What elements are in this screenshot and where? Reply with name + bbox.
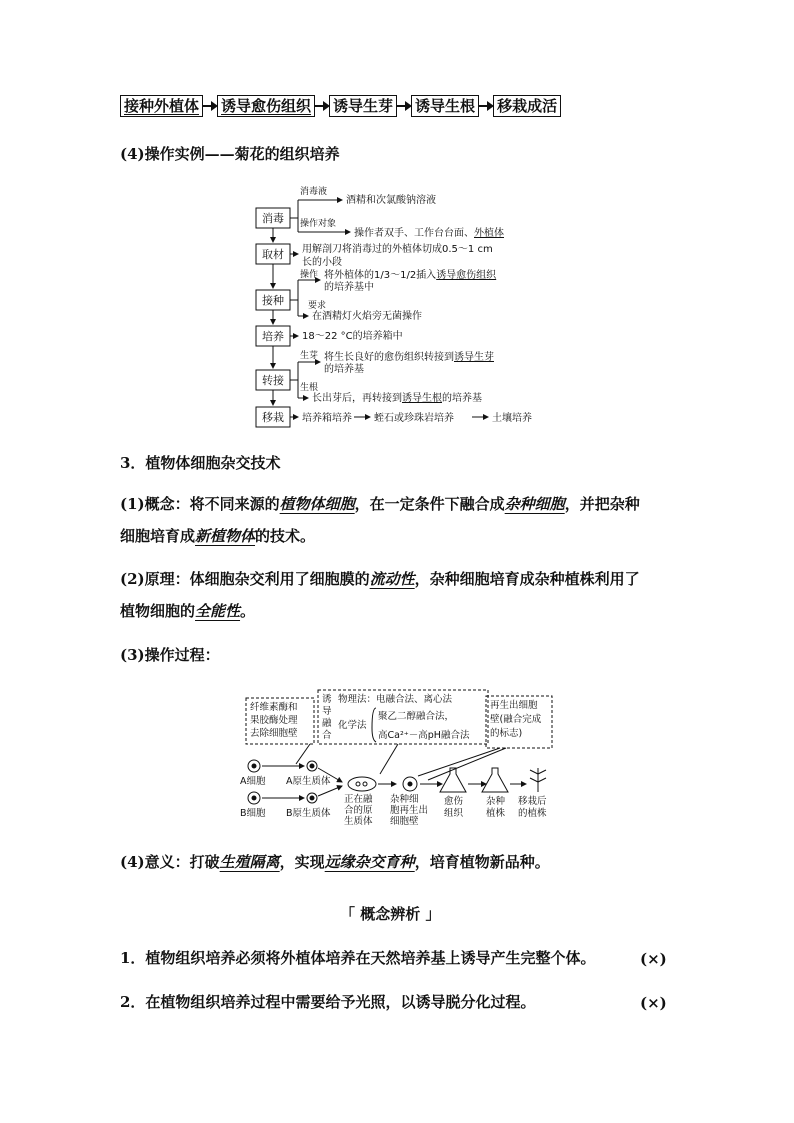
question-1-mark: (×) bbox=[640, 950, 667, 968]
box-right-line2: 壁(融合完成 bbox=[490, 714, 542, 725]
text-culture-condition: 18～22 °C的培养箱中 bbox=[302, 331, 403, 342]
somatic-hybridization-diagram bbox=[238, 688, 558, 828]
question-2-text: 2．在植物组织培养过程中需要给予光照，以诱导脱分化过程。 bbox=[120, 993, 536, 1011]
chemical-method: 化学法 bbox=[338, 720, 367, 731]
box-left-line3: 去除细胞壁 bbox=[250, 728, 298, 739]
label-operation: 操作 bbox=[300, 270, 319, 280]
text-target-content: 操作者双手、工作台台面、外植体 bbox=[354, 228, 504, 239]
label-shoot: 生芽 bbox=[300, 351, 319, 361]
text-sample-1: 用解剖刀将消毒过的外植体切成0.5～1 cm bbox=[302, 244, 493, 255]
label-callus-2: 组织 bbox=[444, 808, 464, 819]
fusion-tag-4: 合 bbox=[322, 730, 332, 741]
node-transplant: 移栽 bbox=[262, 411, 284, 424]
label-fusing-1: 正在融 bbox=[344, 794, 373, 805]
box-right-line3: 的标志) bbox=[490, 728, 523, 739]
paragraph-significance: (4)意义：打破生殖隔离，实现远缘杂交育种，培育植物新品种。 bbox=[120, 853, 550, 871]
label-fusing-3: 生质体 bbox=[344, 816, 373, 827]
chrysanthemum-culture-diagram bbox=[250, 182, 550, 430]
text-operation-1: 将外植体的1/3～1/2插入诱导愈伤组织 bbox=[324, 270, 497, 281]
label-plant-2: 植株 bbox=[486, 808, 506, 819]
node-disinfect: 消毒 bbox=[262, 212, 284, 225]
concept-title: 「 概念辨析 」 bbox=[340, 905, 441, 923]
peg-method: 聚乙二醇融合法， bbox=[378, 711, 455, 722]
label-cell-a: A细胞 bbox=[240, 776, 266, 787]
node-transfer: 转接 bbox=[262, 374, 284, 387]
question-1-text: 1．植物组织培养必须将外植体培养在天然培养基上诱导产生完整个体。 bbox=[120, 949, 596, 967]
flow-step-transplant: 移栽成活 bbox=[493, 95, 561, 117]
flow-step-inoculate: 接种外植体 bbox=[120, 95, 203, 117]
paragraph-procedure: (3)操作过程： bbox=[120, 646, 220, 664]
node-inoculate: 接种 bbox=[262, 294, 284, 307]
label-fusing-2: 合的原 bbox=[344, 805, 373, 816]
flow-step-callus: 诱导愈伤组织 bbox=[217, 95, 315, 117]
label-protoplast-b: B原生质体 bbox=[286, 808, 331, 819]
section-4-heading: (4)操作实例——菊花的组织培养 bbox=[120, 145, 340, 163]
box-left-line2: 果胶酶处理 bbox=[250, 715, 298, 726]
label-target: 操作对象 bbox=[300, 219, 337, 229]
fusion-tag-1: 诱 bbox=[322, 694, 332, 705]
flow-step-shoot: 诱导生芽 bbox=[329, 95, 397, 117]
text-root: 长出芽后，再转接到诱导生根的培养基 bbox=[312, 393, 482, 404]
label-hybrid-2: 胞再生出 bbox=[390, 805, 429, 816]
section-3-heading: 3．植物体细胞杂交技术 bbox=[120, 454, 281, 472]
physical-method: 物理法：电融合法、离心法 bbox=[338, 694, 453, 705]
text-transplant-2: 蛭石或珍珠岩培养 bbox=[374, 413, 454, 424]
label-requirement: 要求 bbox=[308, 301, 327, 311]
text-operation-2: 的培养基中 bbox=[324, 282, 374, 293]
text-transplant-1: 培养箱培养 bbox=[302, 413, 352, 424]
question-2 bbox=[120, 986, 680, 1018]
text-transplant-3: 土壤培养 bbox=[492, 413, 532, 424]
label-root: 生根 bbox=[300, 383, 319, 393]
label-plant-1: 杂种 bbox=[486, 796, 506, 807]
text-requirement: 在酒精灯火焰旁无菌操作 bbox=[312, 311, 422, 322]
label-hybrid-1: 杂种细 bbox=[390, 794, 419, 805]
paragraph-principle: (2)原理：体细胞杂交利用了细胞膜的流动性，杂种细胞培育成杂种植株利用了 植物细胞的全能性。 bbox=[120, 570, 640, 620]
calcium-ph-method: 高Ca²⁺－高pH融合法 bbox=[378, 730, 470, 741]
arrow-icon bbox=[315, 95, 329, 117]
label-hybrid-3: 细胞壁 bbox=[390, 816, 419, 827]
flow-step-root: 诱导生根 bbox=[411, 95, 479, 117]
text-disinfectant-content: 酒精和次氯酸钠溶液 bbox=[346, 195, 436, 206]
label-cell-b: B细胞 bbox=[240, 808, 266, 819]
text-shoot-2: 的培养基 bbox=[324, 364, 364, 375]
arrow-icon bbox=[397, 95, 411, 117]
question-2-mark: (×) bbox=[640, 994, 667, 1012]
arrow-icon bbox=[479, 95, 493, 117]
label-transplant-1: 移栽后 bbox=[518, 796, 547, 807]
label-protoplast-a: A原生质体 bbox=[286, 776, 331, 787]
box-left-line1: 纤维素酶和 bbox=[250, 702, 298, 713]
question-1 bbox=[120, 942, 680, 974]
fusion-tag-3: 融 bbox=[322, 718, 332, 729]
label-transplant-2: 的植株 bbox=[518, 808, 547, 819]
culture-process-flow bbox=[120, 95, 561, 117]
node-culture: 培养 bbox=[262, 330, 284, 343]
paragraph-concept: (1)概念：将不同来源的植物体细胞，在一定条件下融合成杂种细胞，并把杂种 细胞培育成新植物体的技术。 bbox=[120, 495, 640, 545]
box-right-line1: 再生出细胞 bbox=[490, 700, 538, 711]
fusion-tag-2: 导 bbox=[322, 706, 332, 717]
arrow-icon bbox=[203, 95, 217, 117]
text-sample-2: 长的小段 bbox=[302, 257, 342, 268]
text-shoot-1: 将生长良好的愈伤组织转接到诱导生芽 bbox=[324, 352, 494, 363]
node-sample: 取材 bbox=[262, 248, 284, 261]
label-disinfectant: 消毒液 bbox=[300, 187, 328, 197]
label-callus-1: 愈伤 bbox=[444, 796, 464, 807]
